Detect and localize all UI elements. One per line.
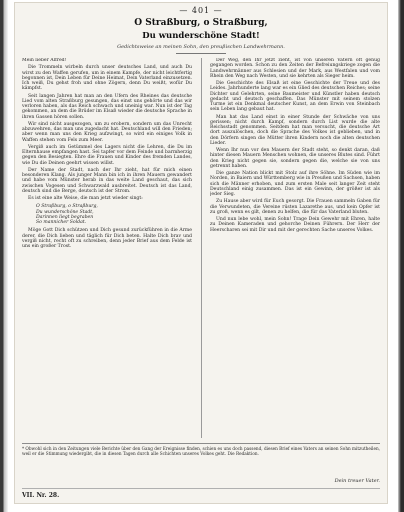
paragraph: Möge Gott Dich schützen und Dich gesund zurückführen in die Arme derer, die Dich lieben und täglich für Dich beten. Halte Dich brav und vergiß nicht, recht oft zu schreiben, denn jeder Brief aus dem Felde ist uns ein großer Trost.: [22, 228, 192, 249]
scan-edge-right: [398, 0, 404, 512]
letter-greeting: Mein lieber Alfred!: [22, 58, 67, 63]
paragraph: Wenn Ihr nun vor den Mauern der Stadt steht, so denkt daran, daß hinter diesen Mauern Menschen wohnen, die unseres Blutes sind. Führt den Krieg nicht gegen sie, sondern gegen die, welche sie von uns getrennt haben.: [210, 148, 380, 169]
text-column-right: [210, 58, 380, 438]
article-subtitle: Du wunderschöne Stadt!: [142, 31, 260, 41]
scan-edge-left: [0, 0, 8, 512]
paragraph: Die ganze Nation blickt mit Stolz auf ihre Söhne. Im Süden wie im Norden, in Baiern und Württemberg wie in Preußen und Sachsen, haben sich die Männer erhoben, und zum ersten Male seit langer Zeit steht Deutschland einig zusammen. Das ist ein Gewinn, der größer ist als jeder Sieg.: [210, 171, 380, 197]
text-column-left: [22, 58, 192, 438]
poem-line: Du wunderschöne Stadt,: [36, 209, 94, 215]
paragraph: Seit langen Jahren hat man an den Ufern des Rheines das deutsche Lied vom alten Straßburg gesungen, das einst uns gehörte und das wir verloren haben, als das Reich schwach und uneinig war. Nun ist der Tag gekommen, an dem die Brüder im Elsaß wieder die deutsche Sprache in ihren Gassen hören sollen.: [22, 93, 192, 120]
paragraph: Man hat das Land einst in einer Stunde der Schwäche von uns gerissen; nicht durch Kampf, sondern durch List wurde die alte Reichsstadt genommen. Seitdem hat man versucht, die deutsche Art dort auszulöschen, doch die Sprache des Volkes ist geblieben, und in den Dörfern singen die Mütter ihren Kindern noch die alten deutschen Lieder.: [210, 114, 380, 146]
paragraph: Die Trommeln wirbeln durch unser deutsches Land, und auch Du wirst zu den Waffen gerufen, um in einem Kampfe, der nicht leichtfertig begonnen ist, Dein Leben für Deine Heimat, Dein Vaterland einzusetzen. Ich weiß, Du gehst froh und ohne Zögern, denn Du weißt, wofür Du kämpfst.: [22, 65, 192, 92]
footnote: * Obwohl sich in den Zeitungen viele Berichte über den Gang der Ereignisse finden, schien es uns doch passend, diesen Brief eines Vaters an seinen Sohn mitzutheilen, weil er die Stimmung wiedergibt, die in diesen Tagen durch alle Schichten unseres Volkes geht. Die Redaktion.: [22, 446, 380, 456]
paragraph: Die Geschichte des Elsaß ist eine Geschichte der Treue und des Leides. Jahrhunderte lang war es ein Glied des deutschen Reiches; seine Dichter und Gelehrten, seine Baumeister und Künstler haben deutsch gedacht und deutsch geschaffen. Das Münster mit seinem stolzen Turme ist ein Denkmal deutscher Kunst, an dem Erwin von Steinbach sein Leben lang gebaut hat.: [210, 81, 380, 113]
paragraph: Vergiß auch im Getümmel des Lagers nicht die Lehren, die Du im Elternhause empfangen hast. Sei tapfer vor dem Feinde und barmherzig gegen den Besiegten. Ehre die Frauen und Kinder des fremden Landes, wie Du die Deinen geehrt wissen willst.: [22, 144, 192, 166]
title-divider: [176, 53, 226, 54]
paragraph: Zu Hause aber wird für Euch gesorgt. Die Frauen sammeln Gaben für die Verwundeten, die Vereine rüsten Lazarethe aus, und kein Opfer ist zu groß, wenn es gilt, denen zu helfen, die für das Vaterland bluten.: [210, 199, 380, 215]
paragraph: Es ist eine alte Weise, die man jetzt wieder singt:: [28, 196, 143, 201]
letter-signature: Dein treuer Vater.: [334, 478, 380, 484]
article-title: O Straßburg, o Straßburg,: [134, 18, 268, 28]
paragraph: Und nun lebe wohl, mein Sohn! Trage Dein Gewehr mit Ehren, halte zu Deinen Kameraden und gehorche Deinen Führern. Der Herr der Heerscharen sei mit Dir und mit der gerechten Sache unseres Volkes.: [210, 217, 380, 233]
paragraph: Der Name der Stadt, nach der Ihr zieht, hat für mich einen besonderen Klang. Als junger Mann bin ich in ihren Mauern gewandert und habe vom Münster herab in das weite Land geschaut, das sich zwischen Vogesen und Schwarzwald ausbreitet. Deutsch ist das Land, deutsch sind die Berge, deutsch ist der Strom.: [22, 167, 192, 194]
page-number: — 401 —: [179, 6, 223, 15]
newspaper-page: [14, 2, 388, 504]
article-attribution: Gedichtsweise an meinen Sohn, den preußischen Landwehrmann.: [117, 44, 285, 50]
bottom-divider: [22, 488, 380, 489]
poem-line: O Straßburg, o Straßburg,: [36, 204, 98, 210]
column-divider: [201, 58, 202, 438]
footnote-divider: [22, 443, 380, 444]
poem-line: So mannicher Soldat.: [36, 220, 87, 225]
paragraph: Wir sind nicht ausgezogen, um zu erobern, sondern um das Unrecht abzuwehren, das man uns zugedacht hat. Deutschland will den Frieden; aber wenn man uns den Krieg aufzwingt, so wird ein einiges Volk in Waffen stehen vom Fels zum Meer.: [22, 121, 192, 143]
issue-marker: VII. Nr. 28.: [22, 492, 60, 499]
paragraph: Der Weg, den Ihr jetzt zieht, ist von unseren Vätern oft genug gegangen worden. Schon zu den Zeiten der Befreiungskriege zogen die Landwehrmänner aus Schlesien und der Mark, aus Westfalen und vom Rhein den Weg nach Westen, und sie kehrten als Sieger heim.: [210, 58, 380, 79]
poem-line: Darinnen liegt begraben: [36, 214, 94, 220]
poem-stanza: [36, 204, 192, 225]
